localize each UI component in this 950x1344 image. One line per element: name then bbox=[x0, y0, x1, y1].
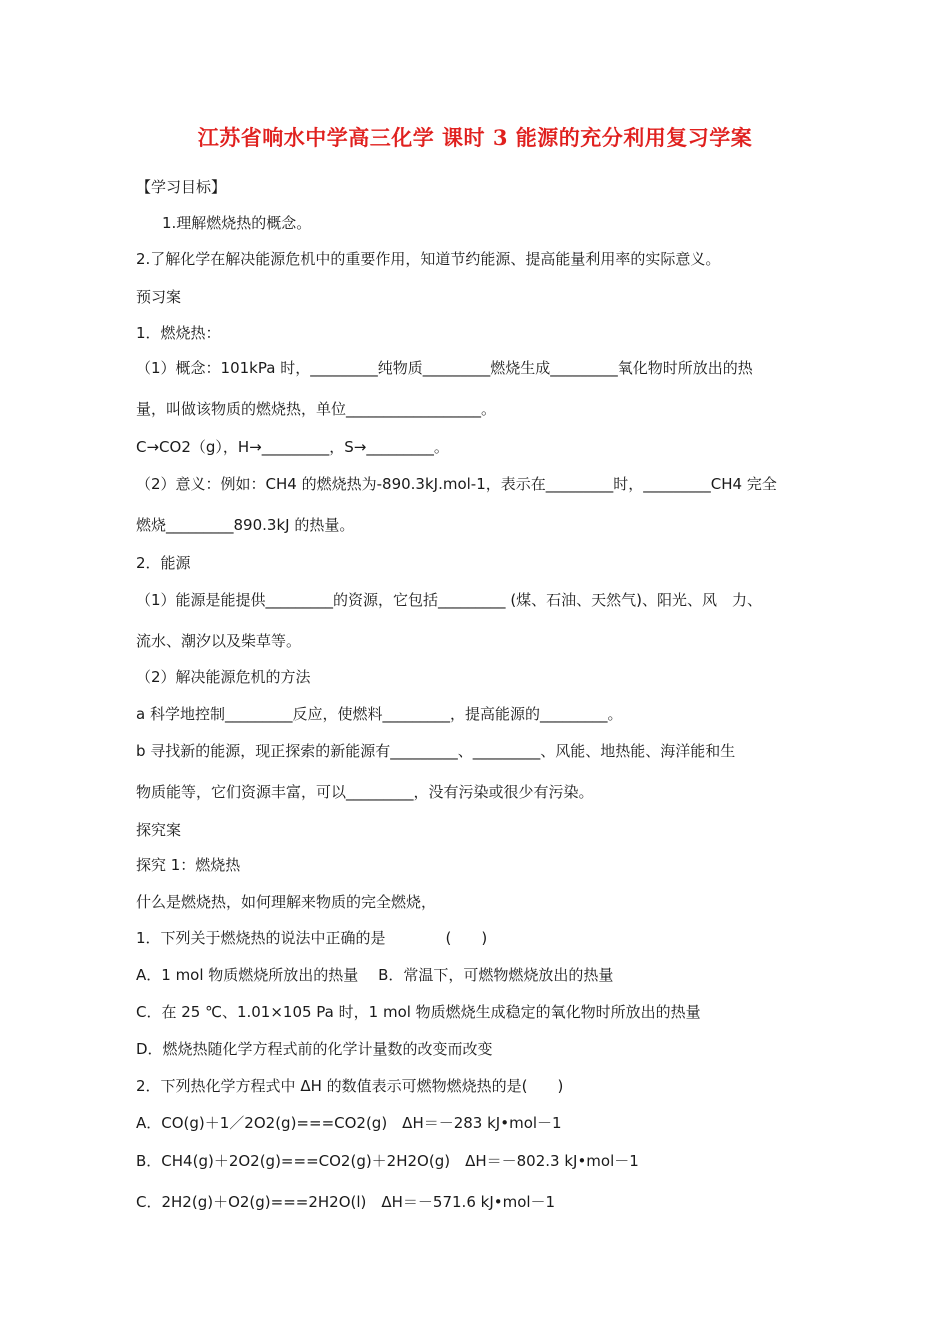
text-line: 量，叫做该物质的燃烧热，单位__________________。 bbox=[136, 400, 497, 418]
question-2-option-b: B．CH4(g)＋2O2(g)===CO2(g)＋2H2O(g) ΔH＝－802.3 kJ•mol－1 bbox=[136, 1152, 639, 1170]
section-heading-explore: 探究案 bbox=[136, 821, 182, 839]
text-line: C→CO2（g），H→_________，S→_________。 bbox=[136, 438, 449, 456]
text-line: （1）概念：101kPa 时，_________纯物质_________燃烧生成_________氧化物时所放出的热 bbox=[136, 359, 753, 377]
question-2: 2．下列热化学方程式中 ΔH 的数值表示可燃物燃烧热的是( ) bbox=[136, 1077, 564, 1095]
objective-item-2: 2.了解化学在解决能源危机中的重要作用，知道节约能源、提高能量利用率的实际意义。 bbox=[136, 250, 721, 268]
text-line: 燃烧_________890.3kJ 的热量。 bbox=[136, 516, 355, 534]
text-line: a 科学地控制_________反应，使燃料_________，提高能源的_________。 bbox=[136, 705, 623, 723]
text-line: 物质能等，它们资源丰富，可以_________，没有污染或很少有污染。 bbox=[136, 783, 594, 801]
question-2-option-c: C．2H2(g)＋O2(g)===2H2O(l) ΔH＝－571.6 kJ•mol－1 bbox=[136, 1193, 556, 1211]
question-1-option-d: D．燃烧热随化学方程式前的化学计量数的改变而改变 bbox=[136, 1040, 493, 1058]
text-line: （2）意义：例如：CH4 的燃烧热为-890.3kJ.mol-1，表示在_________时，_________CH4 完全 bbox=[136, 475, 777, 493]
text-line: b 寻找新的能源，现正探索的新能源有_________、_________、风能、地热能、海洋能和生 bbox=[136, 742, 736, 760]
preview-heading-energy: 2．能源 bbox=[136, 554, 191, 572]
question-1-option-ab: A．1 mol 物质燃烧所放出的热量 B．常温下，可燃物燃烧放出的热量 bbox=[136, 966, 614, 984]
question-1-option-c: C．在 25 ℃、1.01×105 Pa 时，1 mol 物质燃烧生成稳定的氧化物时所放出的热量 bbox=[136, 1003, 701, 1021]
text-line: （2）解决能源危机的方法 bbox=[136, 668, 311, 686]
objective-item-1: 1.理解燃烧热的概念。 bbox=[162, 214, 312, 232]
section-heading-objectives: 【学习目标】 bbox=[136, 178, 227, 196]
text-line: 什么是燃烧热，如何理解来物质的完全燃烧， bbox=[136, 893, 437, 911]
question-2-option-a: A．CO(g)＋1／2O2(g)===CO2(g) ΔH＝－283 kJ•mol－1 bbox=[136, 1114, 562, 1132]
question-1: 1．下列关于燃烧热的说法中正确的是 ( ) bbox=[136, 929, 488, 947]
page-title: 江苏省响水中学高三化学 课时 3 能源的充分利用复习学案 bbox=[197, 125, 753, 150]
section-heading-preview: 预习案 bbox=[136, 288, 182, 306]
preview-heading-combustion-heat: 1．燃烧热： bbox=[136, 324, 221, 342]
explore-heading-1: 探究 1：燃烧热 bbox=[136, 856, 241, 874]
text-line: （1）能源是能提供_________的资源，它包括_________ (煤、石油、天然气)、阳光、风 力、 bbox=[136, 591, 763, 609]
text-line: 流水、潮汐以及柴草等。 bbox=[136, 632, 302, 650]
